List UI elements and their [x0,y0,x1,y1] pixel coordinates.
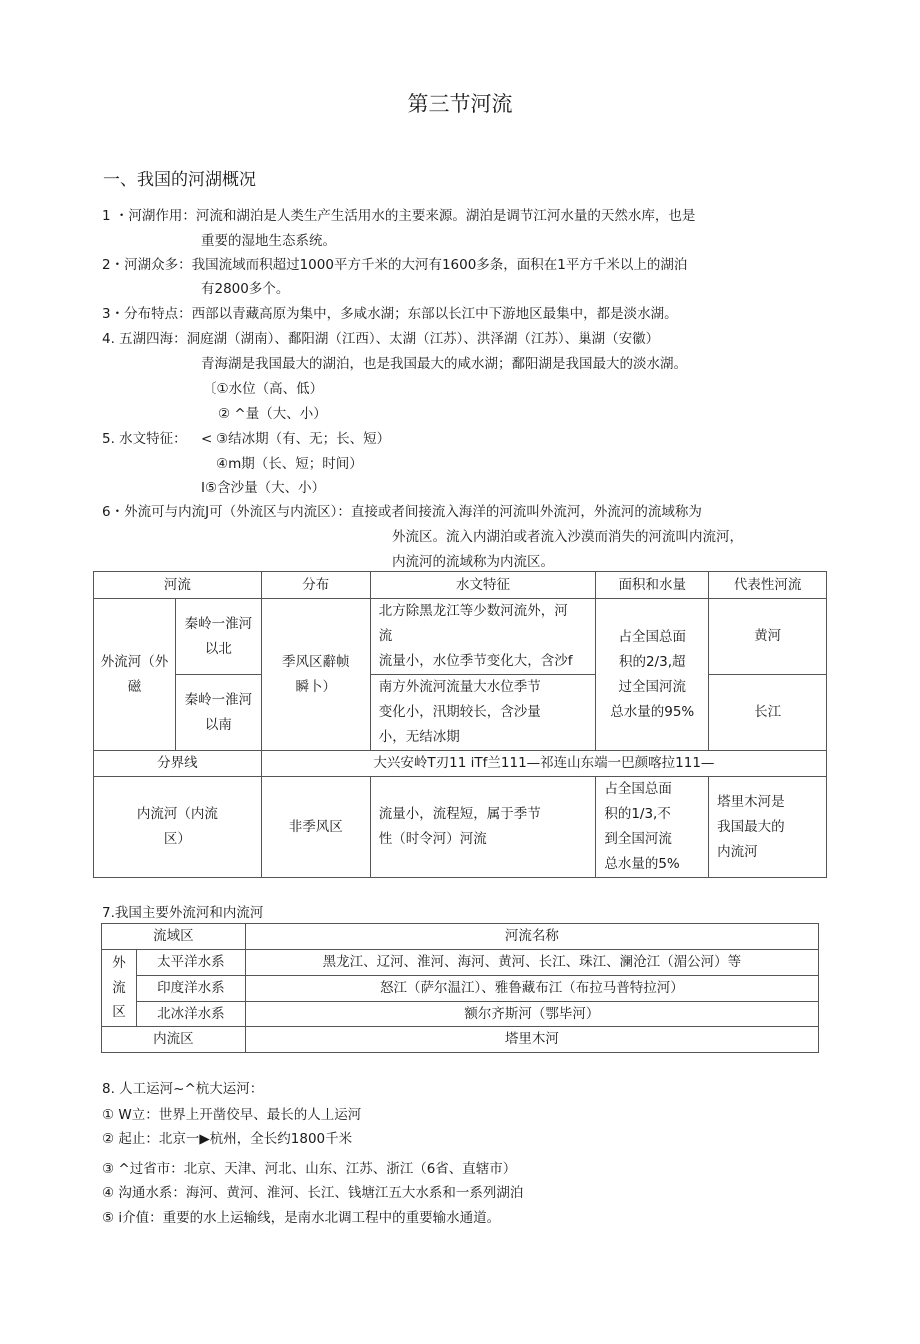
hydro-item-4: ④m期（长、短；时间） [216,456,363,472]
hydro-item-1: 〔①水位（高、低） [203,381,324,397]
cell-indian-rivers: 怒江（萨尔温江）、雅鲁藏布江（布拉马普特拉河） [245,975,818,1001]
cell-south: 秦岭一淮河以南 [175,675,261,751]
header-representative: 代表性河流 [709,572,827,599]
cell-inner-rep: 塔里木河是 我国最大的 内流河 [709,777,827,878]
cell-north-rep: 黄河 [709,599,827,675]
paragraph-1-line-1: 1 ・河湖作用：河流和湖泊是人类生产生活用水的主要来源。湖泊是调节江河水量的天然水库，也是 [102,208,696,224]
header-river: 河流 [94,572,262,599]
cell-outer-river: 外流河（外磁 [94,599,176,751]
cell-divider-label: 分界线 [94,751,262,777]
cell-arctic-rivers: 额尔齐斯河（鄂毕河） [245,1001,818,1027]
cell-indian: 印度洋水系 [136,975,245,1001]
section-heading: 一、我国的河湖概况 [103,170,256,190]
cell-monsoon: 季风区辭帧瞬卜） [261,599,370,751]
major-rivers-table [101,923,819,1053]
hydro-item-5: I⑤含沙量（大、小） [201,480,326,496]
cell-outer-area: 占全国总面 积的2/3,超 过全国河流 总水量的95% [596,599,709,751]
header-basin: 流域区 [102,924,246,950]
header-river-names: 河流名称 [245,924,818,950]
canal-item-5: ⑤ i介值：重要的水上运输线，是南水北调工程中的重要输水通道。 [102,1210,501,1226]
paragraph-6-line-2: 外流区。流入内湖泊或者流入沙漠而消失的河流叫内流河， [392,529,743,545]
header-distribution: 分布 [261,572,370,599]
paragraph-2-line-2: 有2800多个。 [201,281,290,297]
paragraph-4-line-1: 4. 五湖四海：洞庭湖（湖南）、鄱阳湖（江西）、太湖（江苏）、洪泽湖（江苏）、巢湖（安徽） [102,331,660,347]
river-comparison-table [93,571,827,878]
paragraph-1-line-2: 重要的湿地生态系统。 [201,233,336,249]
header-area: 面积和水量 [596,572,709,599]
cell-arctic: 北冰洋水系 [136,1001,245,1027]
canal-item-3: ③ ^过省市：北京、天津、河北、山东、江苏、浙江（6省、直辖市） [102,1161,517,1177]
paragraph-2-line-1: 2・河湖众多：我国流域而积超过1000平方千米的大河有1600多条，面积在1平方千米以上的湖泊 [102,257,688,273]
cell-pacific-rivers: 黑龙江、辽河、淮河、海河、黄河、长江、珠江、澜沧江（湄公河）等 [245,949,818,975]
table2-caption: 7.我国主要外流河和内流河 [102,905,264,921]
cell-outer-basin: 外 流 区 [102,949,137,1027]
canal-item-1: ① W立：世界上开凿佼早、最长的人丄运河 [102,1107,362,1123]
cell-north: 秦岭一淮河以北 [175,599,261,675]
hydro-item-2: ② ^量（大、小） [218,406,327,422]
cell-non-monsoon: 非季风区 [261,777,370,878]
cell-north-features: 北方除黑龙江等少数河流外，河 流 流量小，水位季节变化大，含沙f [370,599,596,675]
hydro-item-3: ③结冰期（有、无；长、短） [216,431,391,447]
canal-item-4: ④ 沟通水系：海河、黄河、淮河、长江、钱塘江五大水系和一系列湖泊 [102,1185,524,1201]
canal-heading: 8. 人工运河~^杭大运河： [102,1081,264,1097]
cell-inner-features: 流量小，流程短，属于季节 性（时令河）河流 [370,777,596,878]
hydro-label: 5. 水文特征： [102,431,187,447]
paragraph-6-line-3: 内流河的流域称为内流区。 [392,554,554,570]
cell-south-features: 南方外流河流量大水位季节 变化小，汛期较长，含沙量 小，无结冰期 [370,675,596,751]
canal-item-2: ② 起止：北京一▶杭州，全长约1800千米 [102,1131,353,1147]
cell-divider-text: 大兴安岭T刃11 iTf兰111—祁连山东端一巴颜喀拉111— [261,751,826,777]
page-title: 第三节河流 [407,92,513,116]
cell-inner-rivers: 塔里木河 [245,1027,818,1053]
paragraph-4-line-2: 青海湖是我国最大的湖泊，也是我国最大的咸水湖；鄱阳湖是我国最大的淡水湖。 [201,356,687,372]
header-hydrology: 水文特征 [370,572,596,599]
cell-inner-basin: 内流区 [102,1027,246,1053]
cell-south-rep: 长江 [709,675,827,751]
paragraph-6-line-1: 6・外流可与内流J可（外流区与内流区）：直接或者间接流入海洋的河流叫外流河，外流河的流域称为 [102,504,702,520]
hydro-brace: < [201,431,213,447]
cell-inner-river: 内流河（内流区） [94,777,262,878]
cell-inner-area: 占全国总面 积的1/3,不 到全国河流 总水量的5% [596,777,709,878]
paragraph-3: 3・分布特点：西部以青藏高原为集中，多咸水湖；东部以长江中下游地区最集中，都是淡水湖。 [102,306,678,322]
cell-pacific: 太平洋水系 [136,949,245,975]
